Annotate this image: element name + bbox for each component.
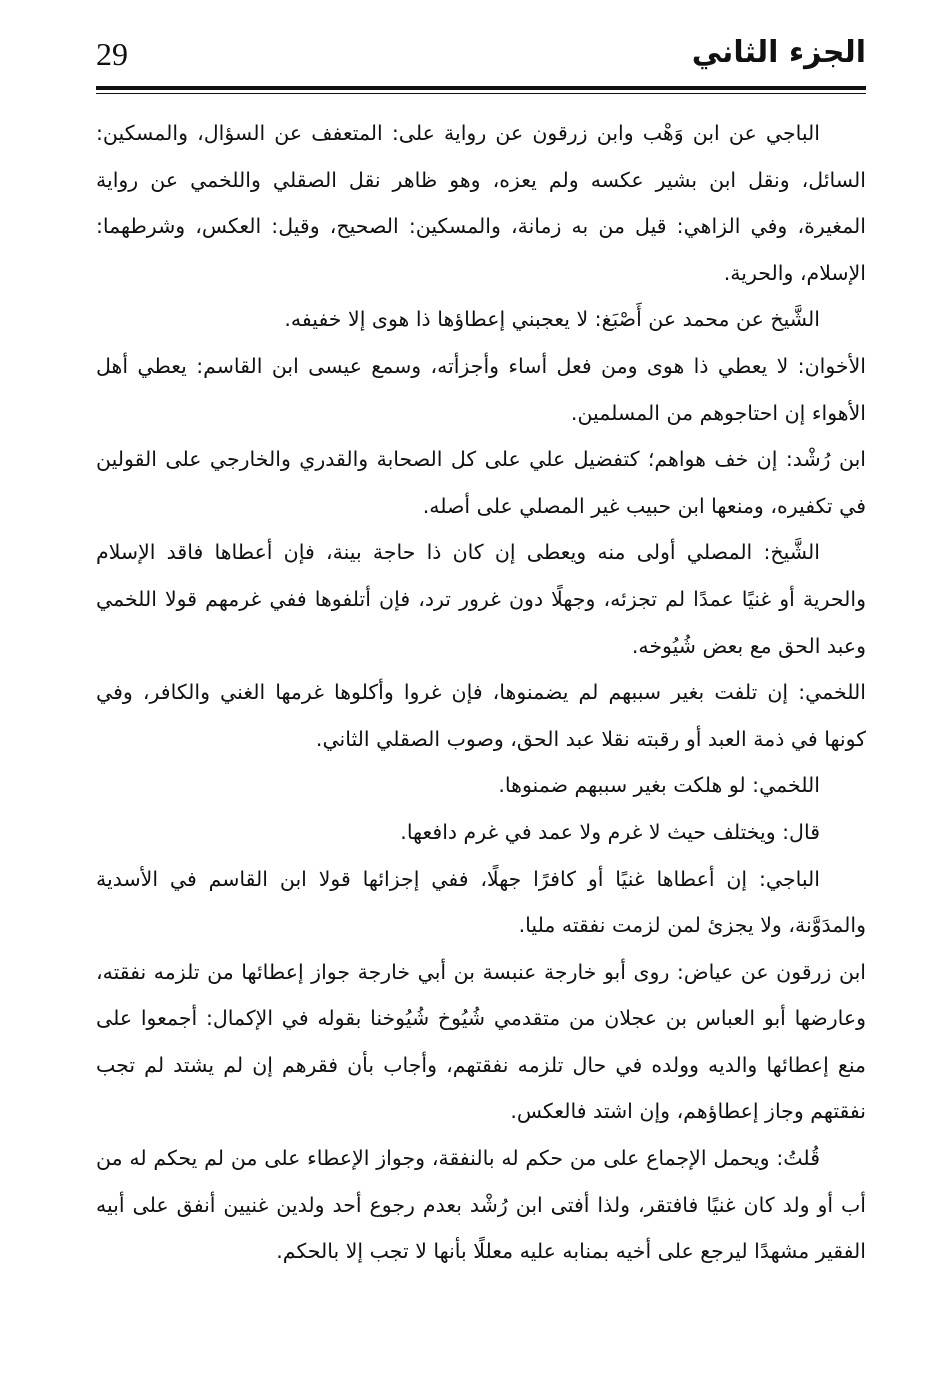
paragraph-allakhmi-2: اللخمي: لو هلكت بغير سببهم ضمنوها.: [498, 773, 820, 798]
paragraph-allakhmi-1: اللخمي: إن تلفت بغير سببهم لم يضمنوها، فإن غروا وأكلوها غرمها الغني والكافر، وفي كونها في ذمة العبد أو رقبته نقلا عبد الحق، وصوب الصقلي الثاني.: [96, 680, 866, 751]
paragraph-alshaykh-1: الشَّيخ عن محمد عن أَصْبَغ: لا يعجبني إعطاؤها ذا هوى إلا خفيفه.: [284, 307, 820, 332]
header-rule-thin: [96, 93, 866, 94]
page-header: [96, 30, 866, 90]
body-text: [96, 110, 866, 1275]
paragraph-alshaykh-2: الشَّيخ: المصلي أولى منه ويعطى إن كان ذا حاجة بينة، فإن أعطاها فاقد الإسلام والحرية أو غنيًا عمدًا لم تجزئه، وجهلًا دون غرور ترد، فإن أتلفوها ففي غرمهم قولا اللخمي وعبد الحق مع بعض شُيُوخه.: [96, 540, 866, 658]
paragraph-ibn-zarqun: ابن زرقون عن عياض: روى أبو خارجة عنبسة بن أبي خارجة جواز إعطائها من تلزمه نفقته، وعارضها أبو العباس بن عجلان من متقدمي شُيُوخ شُيُوخنا بقوله في الإكمال: أجمعوا على منع إعطائها والديه وولده في حال تلزمه نفقتهم، وأجاب بأن فقرهم إن لم يشتد لم تجب نفقتهم وجاز إعطاؤهم، وإن اشتد فالعكس.: [96, 959, 866, 1124]
paragraph-ibn-rushd-1: ابن رُشْد: إن خف هواهم؛ كتفضيل علي على كل الصحابة والقدري والخارجي على القولين في تكفيره، ومنعها ابن حبيب غير المصلي على أصله.: [96, 447, 866, 518]
paragraph-albaji-1: الباجي عن ابن وَهْب وابن زرقون عن رواية على: المتعفف عن السؤال، والمسكين: السائل، ونقل ابن بشير عكسه ولم يعزه، وهو ظاهر نقل الصقلي واللخمي عن رواية المغيرة، وفي الزاهي: قيل من به زمانة، والمسكين: الصحيح، وقيل: العكس، وشرطهما: الإسلام، والحرية.: [96, 121, 866, 285]
header-rule-thick: [96, 86, 866, 90]
paragraph-alakhawan: الأخوان: لا يعطي ذا هوى ومن فعل أساء وأجزأته، وسمع عيسى ابن القاسم: يعطي أهل الأهواء إن احتاجوهم من المسلمين.: [96, 353, 866, 425]
paragraph-albaji-2: الباجي: إن أعطاها غنيًا أو كافرًا جهلًا، ففي إجزائها قولا ابن القاسم في الأسدية والمدَوَّنة، ولا يجزئ لمن لزمت نفقته مليا.: [96, 866, 866, 938]
paragraph-qultu: قُلتُ: ويحمل الإجماع على من حكم له بالنفقة، وجواز الإعطاء على من لم يحكم له من أب أو ولد كان غنيًا فافتقر، ولذا أفتى ابن رُشْد بعدم رجوع أحد ولدين غنيين أنفق على أبيه الفقير مشهدًا ليرجع على أخيه بمنابه عليه معللًا بأنها لا تجب إلا بالحكم.: [96, 1146, 866, 1264]
running-title: الجزء الثاني: [691, 35, 866, 70]
paragraph-qala: قال: ويختلف حيث لا غرم ولا عمد في غرم دافعها.: [400, 819, 820, 844]
page-number: 29: [96, 36, 128, 72]
